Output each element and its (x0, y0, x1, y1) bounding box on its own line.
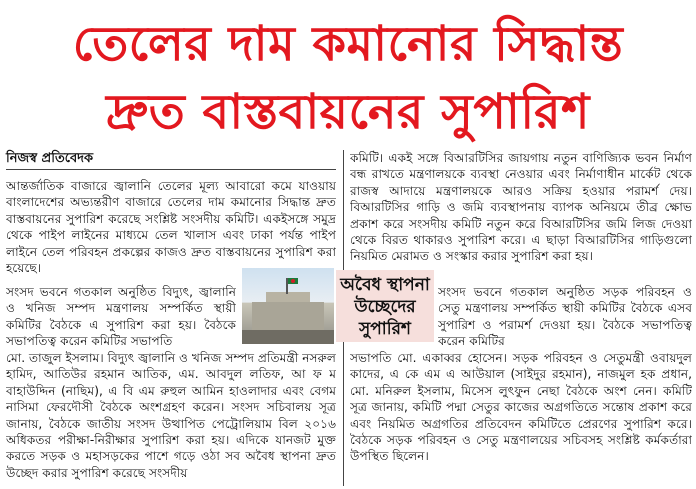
headline-line-2: দ্রুত বাস্তবায়নের সুপারিশ (106, 84, 590, 140)
byline: নিজস্ব প্রতিবেদক (6, 150, 336, 170)
left-column-bottom (6, 350, 336, 486)
body-paragraph: সভাপতি মো. একাব্বর হোসেন। সড়ক পরিবহন ও সেতুমন্ত্রী ওবায়দুল কাদের, এ কে এম এ আউয়াল (সাইদুর রহমান), নাজমুল হক প্রধান, মো. মনিরুল ইসলাম, মিসেস লুৎফুন নেছা বৈঠকে অংশ নেন। কমিটি সূত্র জানায়, কমিটি পদ্মা সেতুর কাজের অগ্রগতিতে সন্তোষ প্রকাশ করে এবং নিয়মিত অগ্রগতির প্রতিবেদন কমিটিতে প্রেরণের সুপারিশ করে। বৈঠকে সড়ক পরিবহন ও সেতু মন্ত্রণালয়ের সচিবসহ সংশ্লিষ্ট কর্মকর্তারা উপস্থিত ছিলেন। (350, 351, 692, 464)
headline (0, 0, 696, 148)
headline-line-1: তেলের দাম কমানোর সিদ্ধান্ত (72, 16, 624, 72)
body-paragraph: মো. তাজুল ইসলাম। বিদ্যুৎ জ্বালানি ও খনিজ সম্পদ প্রতিমন্ত্রী নসরুল হামিদ, আতিউর রহমান আতিক, এম. আবদুল লতিফ, আ ফ ম বাহাউদ্দিন (নাছিম), এ বি এম রুহুল আমিন হাওলাদার এবং বেগম নাসিমা ফেরদৌসী বৈঠকে অংশগ্রহণ করেন। সংসদ সচিবালয় সূত্র জানায়, বৈঠকে জাতীয় সংসদ উত্থাপিত পেট্রোলিয়াম বিল ২০১৬ অধিকতর পরীক্ষা-নিরীক্ষার সুপারিশ করা হয়। এদিকে যানজট মুক্ত করতে সড়ক ও মহাসড়কের পাশে গড়ে ওঠা সব অবৈধ স্থাপনা দ্রুত উচ্ছেদ করার সুপারিশ করেছে সংসদীয় (6, 351, 336, 480)
body-paragraph: কমিটি। একই সঙ্গে বিআরটিসির জায়গায় নতুন বাণিজ্যিক ভবন নির্মাণ বন্ধ রাখতে মন্ত্রণালয়কে ব্যবস্থা নেওয়ার এবং নির্মাণাধীন মার্কেট থেকে রাজস্ব আদায়ে মন্ত্রণালয়কে আরও সক্রিয় হওয়ার পরামর্শ দেয়। বিআরটিসির গাড়ি ও জমি ব্যবস্থাপনায় ব্যাপক অনিয়মে তীব্র ক্ষোভ প্রকাশ করে সংসদীয় কমিটি নতুন করে বিআরটিসির জমি লিজ দেওয়া থেকে বিরত থাকারও সুপারিশ করে। এ ছাড়া বিআরটিসির গাড়িগুলো নিয়মিত মেরামত ও সংস্কার করার সুপারিশ করা হয়। (350, 151, 692, 264)
left-column-top (6, 178, 336, 282)
body-paragraph: সংসদ ভবনে গতকাল অনুষ্ঠিত সড়ক পরিবহন ও সেতু মন্ত্রণালয় সম্পর্কিত স্থায়ী কমিটির বৈঠকে এসব সুপারিশ ও পরামর্শ দেওয়া হয়। বৈঠকে সভাপতিত্ব করেন কমিটির (438, 285, 692, 348)
right-column-bottom (350, 350, 692, 486)
right-column-mid (438, 284, 692, 348)
subheading-line-3: সুপারিশ (359, 319, 411, 339)
body-paragraph: আন্তর্জাতিক বাজারে জ্বালানি তেলের মূল্য আবারো কমে যাওয়ায় বাংলাদেশের অভ্যন্তরীণ বাজারে তেলের দাম কমানোর সিদ্ধান্ত দ্রুত বাস্তবায়নের সুপারিশ করেছে সংশ্লিষ্ট সংসদীয় কমিটি। একইসঙ্গে সমুদ্র থেকে পাইপ লাইনের মাধ্যমে তেল খালাস এবং ঢাকা পর্যন্ত পাইপ লাইনে তেল পরিবহন প্রকল্পের কাজও দ্রুত বাস্তবায়নের সুপারিশ করা হয়েছে। (6, 179, 336, 276)
left-column-mid (6, 284, 236, 348)
body-paragraph: সংসদ ভবনে গতকাল অনুষ্ঠিত বিদ্যুৎ, জ্বালানি ও খনিজ সম্পদ মন্ত্রণালয় সম্পর্কিত স্থায়ী কমিটির বৈঠকে এ সুপারিশ করা হয়। বৈঠকে সভাপতিত্ব করেন কমিটির সভাপতি (6, 285, 236, 348)
parliament-photo (242, 268, 334, 344)
subheading-line-2: উচ্ছেদের (354, 297, 416, 317)
subheading-line-1: অবৈধ স্থাপনা (340, 275, 430, 295)
